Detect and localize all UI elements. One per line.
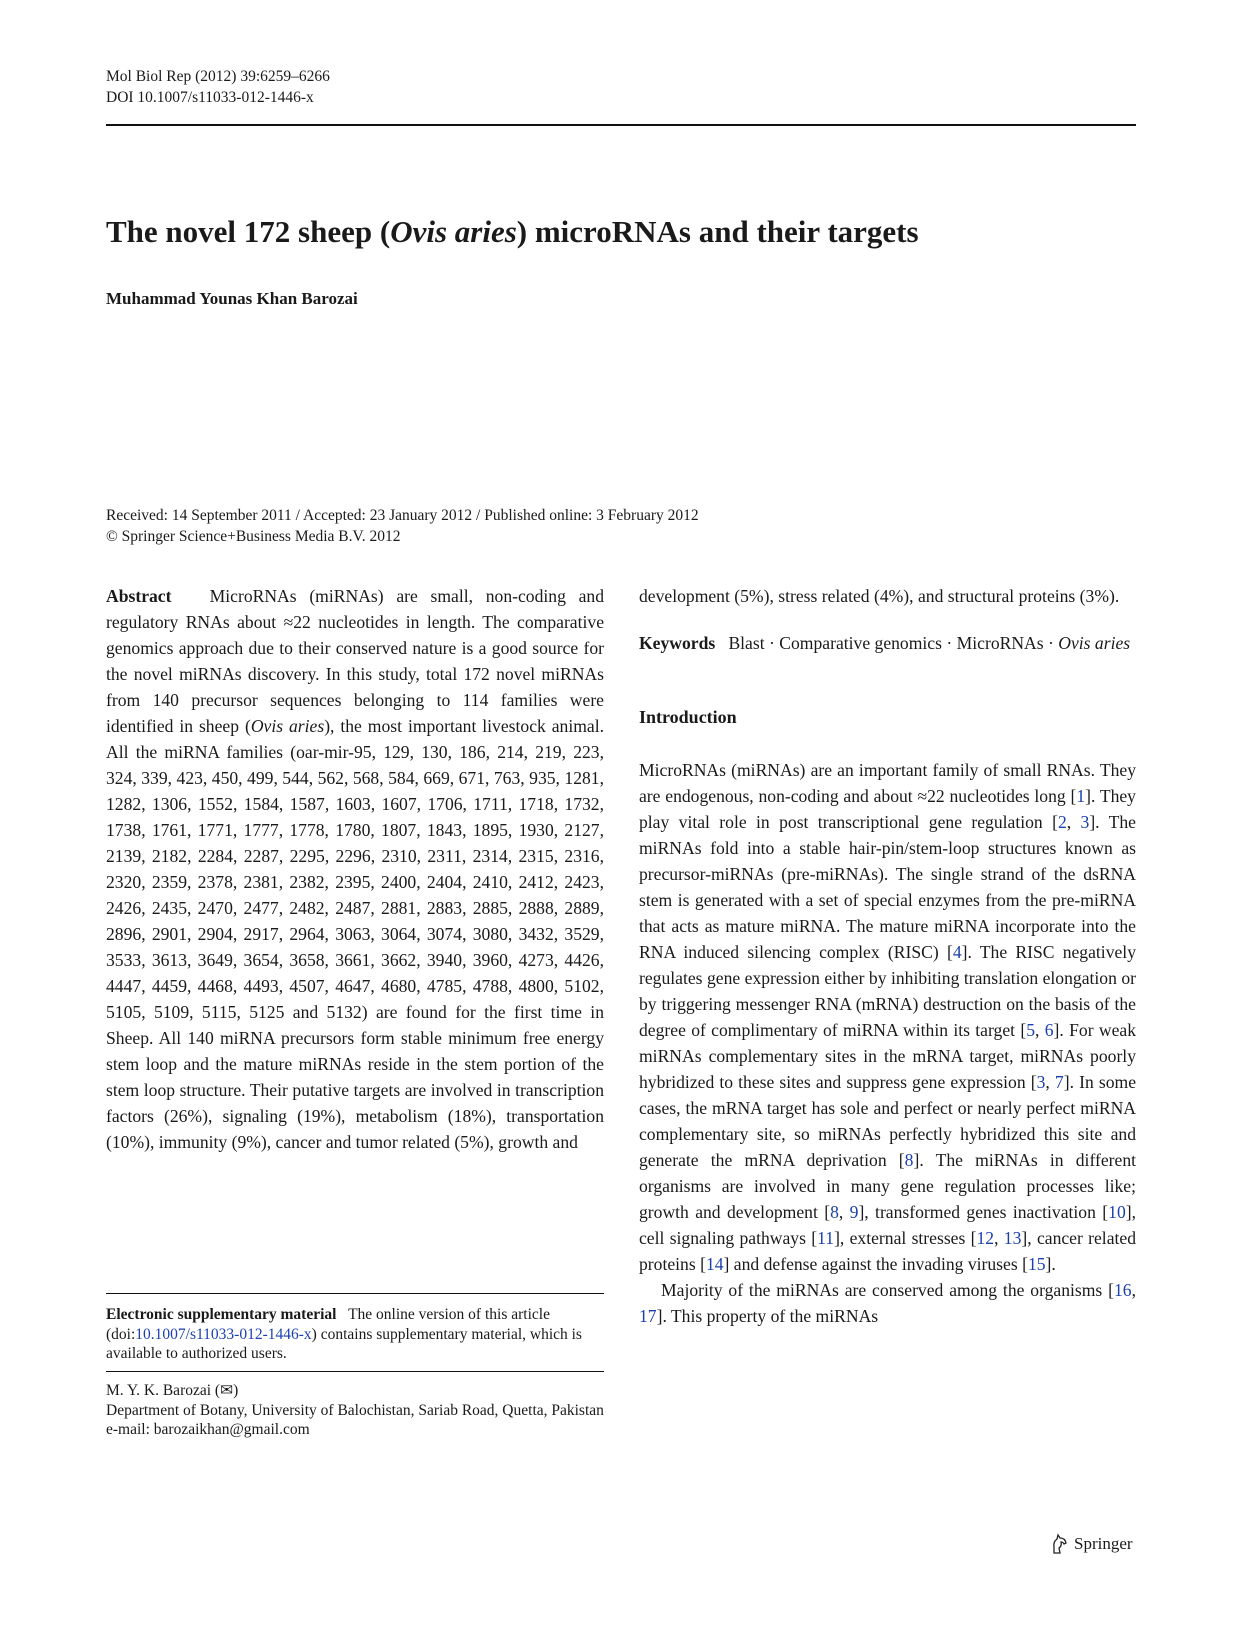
citation-link[interactable]: 8 xyxy=(830,1202,839,1222)
supplementary-note xyxy=(106,1305,604,1364)
citation-link[interactable]: 5 xyxy=(1026,1020,1036,1040)
esm-label: Electronic supplementary material xyxy=(106,1306,337,1323)
footnote-rule xyxy=(106,1293,604,1294)
journal-header xyxy=(106,66,330,108)
intro-paragraph-1: MicroRNAs (miRNAs) are an important family of small RNAs. They are endogenous, non-coding and about ≈22 nucleotides long [1]. They play vital role in post transcriptional gene regulation [2, 3]. The miRNAs fold into a stable hair-pin/stem-loop structures known as precursor-miRNAs (pre-miRNAs). The single strand of the dsRNA stem is generated with a set of special enzymes from the pre-miRNA that acts as mature miRNA. The mature miRNA incorporate into the RNA induced silencing complex (RISC) [4]. The RISC negatively regulates gene expression either by inhibiting translation elongation or by triggering messenger RNA (mRNA) destruction on the basis of the degree of complimentary of miRNA within its target [5, 6]. For weak miRNAs complementary sites in the mRNA target, miRNAs poorly hybridized to these sites and suppress gene expression [3, 7]. In some cases, the mRNA target has sole and perfect or nearly perfect miRNA complementary site, so miRNAs perfectly hybridized this site and generate the mRNA deprivation [8]. The miRNAs in different organisms are involved in many gene regulation processes like; growth and development [8, 9], transformed genes inactivation [10], cell signaling pathways [11], external stresses [12, 13], cancer related proteins [14] and defense against the invading viruses [15]. xyxy=(639,760,1137,1274)
doi-line: DOI 10.1007/s11033-012-1446-x xyxy=(106,89,314,106)
affiliation: Department of Botany, University of Balochistan, Sariab Road, Quetta, Pakistan xyxy=(106,1401,604,1419)
keywords-label: Keywords xyxy=(639,633,716,653)
journal-citation: Mol Biol Rep (2012) 39:6259–6266 xyxy=(106,68,330,85)
citation-link[interactable]: 16 xyxy=(1114,1280,1132,1300)
header-rule xyxy=(106,124,1136,126)
abstract-continuation: development (5%), stress related (4%), and structural proteins (3%). xyxy=(639,586,1120,606)
author-short-end: ) xyxy=(233,1382,239,1399)
envelope-icon: ✉ xyxy=(220,1382,234,1399)
left-column xyxy=(106,583,604,1155)
corresponding-author xyxy=(106,1381,604,1401)
citation-link[interactable]: 11 xyxy=(817,1228,835,1248)
abstract-text: MicroRNAs (miRNAs) are small, non-coding and regulatory RNAs about ≈22 nucleotides in length. The comparative genomics approach due to their conserved nature is a good source for the novel miRNAs discovery. In this study, total 172 novel miRNAs from 140 precursor sequences belonging to 114 families were identified in sheep ( xyxy=(106,586,604,736)
citation-link[interactable]: 8 xyxy=(904,1150,914,1170)
citation-link[interactable]: 7 xyxy=(1054,1072,1064,1092)
citation-link[interactable]: 1 xyxy=(1076,786,1086,806)
abstract xyxy=(106,583,604,1155)
publisher-name: Springer xyxy=(1074,1534,1133,1553)
citation-link[interactable]: 15 xyxy=(1027,1254,1046,1274)
author-short: M. Y. K. Barozai ( xyxy=(106,1382,221,1399)
abstract-label: Abstract xyxy=(106,586,172,606)
dates-line: Received: 14 September 2011 / Accepted: 23 January 2012 / Published online: 3 February 2012 xyxy=(106,507,699,524)
citation-link[interactable]: 4 xyxy=(952,942,962,962)
citation-link[interactable]: 10 xyxy=(1108,1202,1126,1222)
article-title xyxy=(106,214,919,250)
citation-link[interactable]: 9 xyxy=(849,1202,859,1222)
citation-link[interactable]: 13 xyxy=(1003,1228,1022,1248)
footnote-rule-2 xyxy=(106,1371,604,1372)
citation-link[interactable]: 2 xyxy=(1057,812,1067,832)
springer-horse-icon xyxy=(1050,1533,1070,1555)
abstract-species: Ovis aries xyxy=(250,716,325,736)
author-email[interactable]: e-mail: barozaikhan@gmail.com xyxy=(106,1421,310,1438)
introduction-heading: Introduction xyxy=(639,707,737,727)
citation-link[interactable]: 14 xyxy=(705,1254,724,1274)
citation-link[interactable]: 3 xyxy=(1036,1072,1046,1092)
citation-link[interactable]: 12 xyxy=(976,1228,995,1248)
citation-link[interactable]: 17 xyxy=(639,1306,657,1326)
title-text: The novel 172 sheep ( xyxy=(106,214,391,249)
intro-paragraph-2: Majority of the miRNAs are conserved among the organisms [16, 17]. This property of the miRNAs xyxy=(639,1280,1136,1326)
publisher-logo xyxy=(1050,1533,1133,1555)
keywords-species: Ovis aries xyxy=(1058,633,1131,653)
author-affiliation xyxy=(106,1381,604,1440)
title-text-end: ) microRNAs and their targets xyxy=(516,214,919,249)
title-species: Ovis aries xyxy=(390,214,517,249)
right-column xyxy=(639,583,1136,1329)
abstract-text-cont: ), the most important livestock animal. All the miRNA families (oar-mir-95, 129, 130, 186, 214, 219, 223, 324, 339, 423, 450, 499, 544, 562, 568, 584, 669, 671, 763, 935, 1281, 1282, 1306, 1552, 1584, 1587, 1603, 1607, 1706, 1711, 1718, 1732, 1738, 1761, 1771, 1777, 1778, 1780, 1807, 1843, 1895, 1930, 2127, 2139, 2182, 2284, 2287, 2295, 2296, 2310, 2311, 2314, 2315, 2316, 2320, 2359, 2378, 2381, 2382, 2395, 2400, 2404, 2410, 2412, 2423, 2426, 2435, 2470, 2477, 2482, 2487, 2881, 2883, 2885, 2888, 2889, 2896, 2901, 2904, 2917, 2964, 3063, 3064, 3074, 3080, 3432, 3529, 3533, 3613, 3649, 3654, 3658, 3661, 3662, 3940, 3960, 4273, 4426, 4447, 4459, 4468, 4493, 4507, 4647, 4680, 4785, 4788, 4800, 5102, 5105, 5109, 5115, 5125 and 5132) are found for the first time in Sheep. All 140 miRNA precursors form stable minimum free energy stem loop and the mature miRNAs reside in the stem portion of the stem loop structure. Their putative targets are involved in transcription factors (26%), signaling (19%), metabolism (18%), transportation (10%), immunity (9%), cancer and tumor related (5%), growth and xyxy=(106,716,604,1152)
publication-dates xyxy=(106,505,699,547)
esm-text-end: ) contains supplementary material, which is available to authorized users. xyxy=(106,1325,582,1362)
esm-text: The online version of this article (doi: xyxy=(106,1306,550,1343)
keywords-list: Blast · Comparative genomics · MicroRNAs · xyxy=(728,633,1054,653)
doi-link[interactable]: 10.1007/s11033-012-1446-x xyxy=(135,1325,312,1343)
author-name: Muhammad Younas Khan Barozai xyxy=(106,289,358,308)
keywords xyxy=(639,630,1136,656)
copyright-line: © Springer Science+Business Media B.V. 2012 xyxy=(106,528,401,545)
citation-link[interactable]: 3 xyxy=(1080,812,1090,832)
citation-link[interactable]: 6 xyxy=(1044,1020,1054,1040)
